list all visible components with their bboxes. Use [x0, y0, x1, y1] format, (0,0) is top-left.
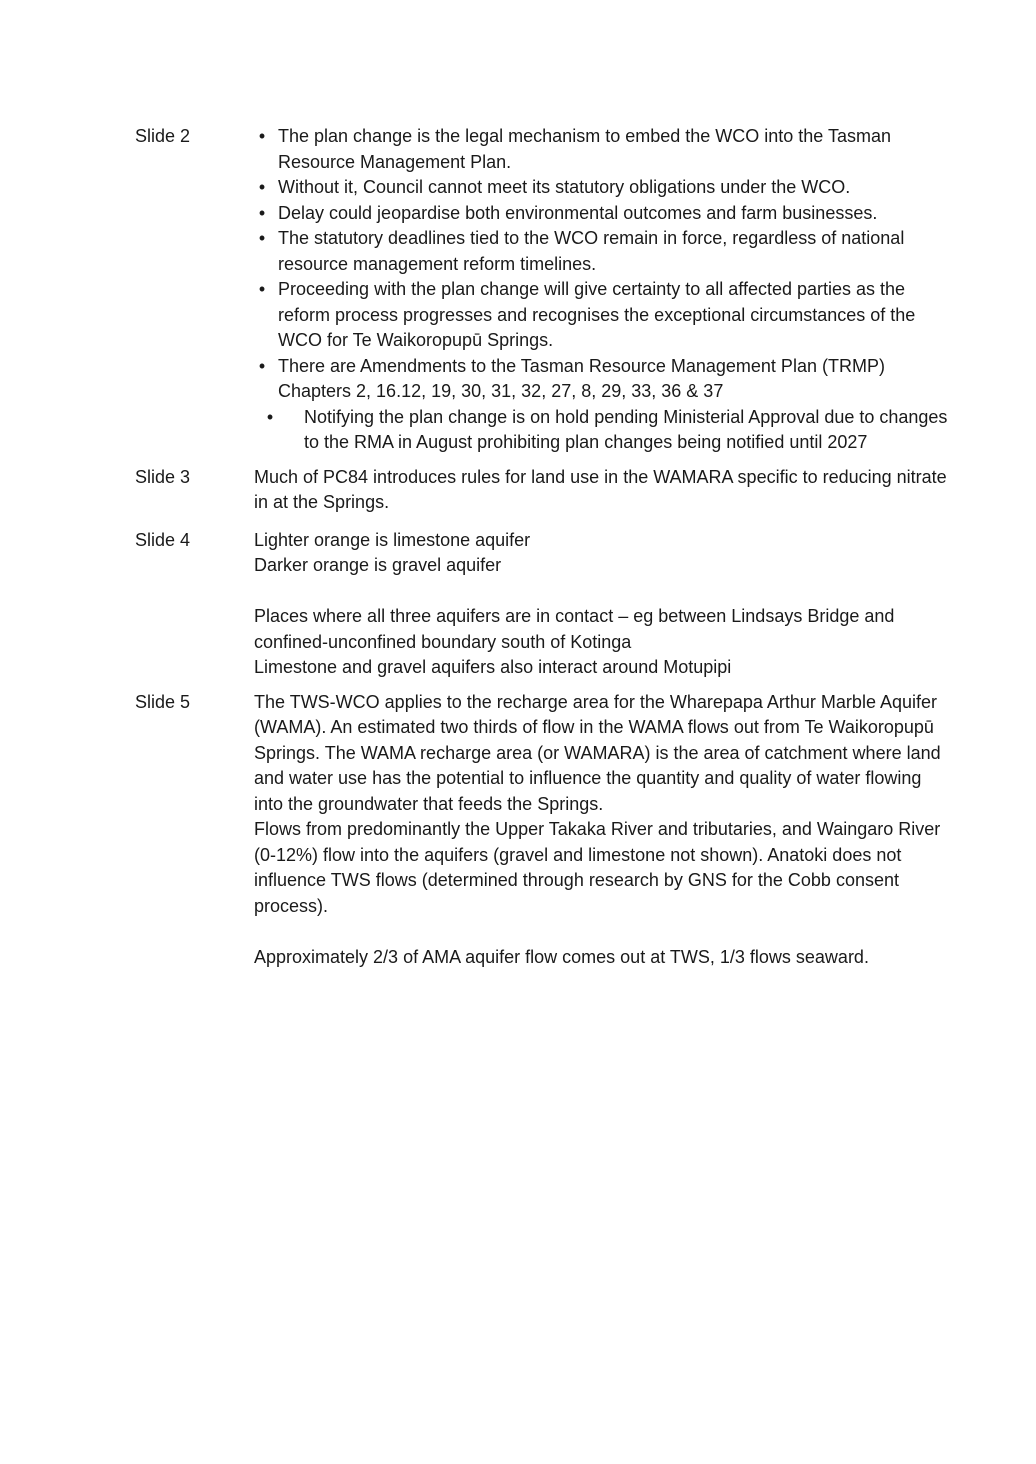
blank-line: [254, 919, 955, 945]
bullet-icon: •: [266, 406, 274, 427]
bullet-icon: •: [258, 355, 266, 376]
slide-5-notes: [135, 690, 955, 971]
slide-body: [254, 124, 955, 456]
paragraph: Lighter orange is limestone aquifer: [254, 529, 531, 550]
bullet-text: Proceeding with the plan change will give certainty to all affected parties as the reform process progresses and recognises the exceptional circumstances of the WCO for Te Waikoropupū Springs.: [278, 279, 916, 350]
slide-4-notes: [135, 528, 955, 681]
slide-2-notes: [135, 124, 955, 456]
bullet-text: The statutory deadlines tied to the WCO remain in force, regardless of national resource management reform timelines.: [278, 228, 905, 274]
bullet-text: Notifying the plan change is on hold pending Ministerial Approval due to changes to the RMA in August prohibiting plan changes being notified until 2027: [304, 406, 948, 452]
speaker-notes: [135, 124, 955, 970]
bullet-icon: •: [258, 126, 266, 146]
bullet-item: [254, 226, 955, 277]
paragraph: Much of PC84 introduces rules for land use in the WAMARA specific to reducing nitrate in at the Springs.: [254, 466, 947, 512]
bullet-item: [254, 201, 955, 227]
bullet-icon: •: [258, 279, 266, 299]
bullet-item: [254, 175, 955, 201]
paragraph: Approximately 2/3 of AMA aquifer flow comes out at TWS, 1/3 flows seaward.: [254, 946, 869, 967]
slide-label: Slide 3: [135, 466, 191, 487]
bullet-text: There are Amendments to the Tasman Resource Management Plan (TRMP) Chapters 2, 16.12, 19, 30, 31, 32, 27, 8, 29, 33, 36 & 37: [278, 355, 885, 401]
paragraph: Flows from predominantly the Upper Takaka River and tributaries, and Waingaro River (0-12%) flow into the aquifers (gravel and limestone not shown). Anatoki does not influence TWS flows (determined through research by GNS for the Cobb consent process).: [254, 819, 941, 916]
bullet-text: The plan change is the legal mechanism to embed the WCO into the Tasman Resource Management Plan.: [278, 126, 892, 172]
slide-body: [254, 690, 955, 971]
bullet-text: Delay could jeopardise both environmental outcomes and farm businesses.: [278, 202, 878, 223]
bullet-list: [254, 124, 955, 456]
paragraph: Darker orange is gravel aquifer: [254, 555, 502, 575]
bullet-item: [254, 124, 955, 175]
bullet-item: [254, 354, 955, 405]
paragraph: Places where all three aquifers are in contact – eg between Lindsays Bridge and confined-unconfined boundary south of Kotinga: [254, 606, 895, 652]
slide-label: Slide 4: [135, 529, 191, 550]
bullet-icon: •: [258, 202, 266, 223]
bullet-icon: •: [258, 228, 266, 248]
slide-label: Slide 2: [135, 126, 191, 146]
bullet-item: [254, 405, 955, 456]
slide-label: Slide 5: [135, 691, 191, 712]
bullet-text: Without it, Council cannot meet its statutory obligations under the WCO.: [278, 177, 851, 197]
paragraph: The TWS-WCO applies to the recharge area for the Wharepapa Arthur Marble Aquifer (WAMA). An estimated two thirds of flow in the WAMA flows out from Te Waikoropupū Springs. The WAMA recharge area (or WAMARA) is the area of catchment where land and water use has the potential to influence the quantity and quality of water flowing into the groundwater that feeds the Springs.: [254, 691, 941, 814]
slide-body: [254, 465, 955, 516]
slide-body: [254, 528, 955, 681]
slide-3-notes: [135, 465, 955, 516]
bullet-item: [254, 277, 955, 354]
bullet-icon: •: [258, 177, 266, 197]
paragraph: Limestone and gravel aquifers also interact around Motupipi: [254, 657, 732, 677]
blank-line: [254, 579, 955, 605]
